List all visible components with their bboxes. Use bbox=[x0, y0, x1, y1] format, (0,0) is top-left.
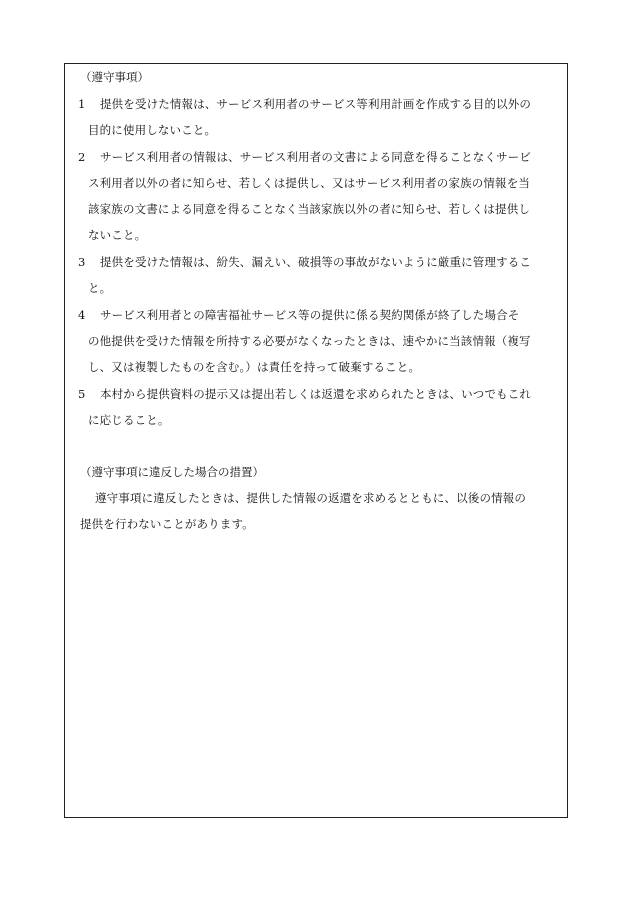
item-4-line-2: の他提供を受けた情報を所持する必要がなくなったときは、速やかに当該情報（複写 bbox=[88, 334, 531, 348]
item-2-line-4: ないこと。 bbox=[88, 228, 147, 242]
item-4-line-1: サービス利用者との障害福祉サービス等の提供に係る契約関係が終了した場合そ bbox=[100, 308, 520, 322]
compliance-heading: （遵守事項） bbox=[80, 70, 149, 84]
item-3-line-1: 提供を受けた情報は、紛失、漏えい、破損等の事故がないように厳重に管理するこ bbox=[100, 255, 532, 269]
item-2-line-1: サービス利用者の情報は、サービス利用者の文書による同意を得ることなくサービ bbox=[100, 150, 532, 164]
item-5-number: 5 bbox=[78, 387, 86, 401]
item-2-number: 2 bbox=[78, 150, 86, 164]
item-1-line-1: 提供を受けた情報は、サービス利用者のサービス等利用計画を作成する目的以外の bbox=[100, 97, 532, 111]
item-4-line-3: し、又は複製したものを含む。）は責任を持って破棄すること。 bbox=[88, 360, 421, 374]
item-5-line-2: に応じること。 bbox=[88, 413, 170, 427]
item-4-number: 4 bbox=[78, 308, 86, 322]
item-2-line-2: ス利用者以外の者に知らせ、若しくは提供し、又はサービス利用者の家族の情報を当 bbox=[88, 176, 531, 190]
violation-line-1: 遵守事項に違反したときは、提供した情報の返還を求めるとともに、以後の情報の bbox=[95, 491, 527, 505]
violation-line-2: 提供を行わないことがあります。 bbox=[80, 517, 254, 531]
item-1-line-2: 目的に使用しないこと。 bbox=[88, 123, 217, 137]
item-2-line-3: 該家族の文書による同意を得ることなく当該家族以外の者に知らせ、若しくは提供し bbox=[88, 202, 531, 216]
item-1-number: 1 bbox=[78, 97, 86, 111]
violation-heading: （遵守事項に違反した場合の措置） bbox=[80, 465, 264, 479]
item-3-number: 3 bbox=[78, 255, 86, 269]
item-3-line-2: と。 bbox=[88, 281, 112, 295]
item-5-line-1: 本村から提供資料の提示又は提出若しくは返還を求められたときは、いつでもこれ bbox=[100, 387, 532, 401]
